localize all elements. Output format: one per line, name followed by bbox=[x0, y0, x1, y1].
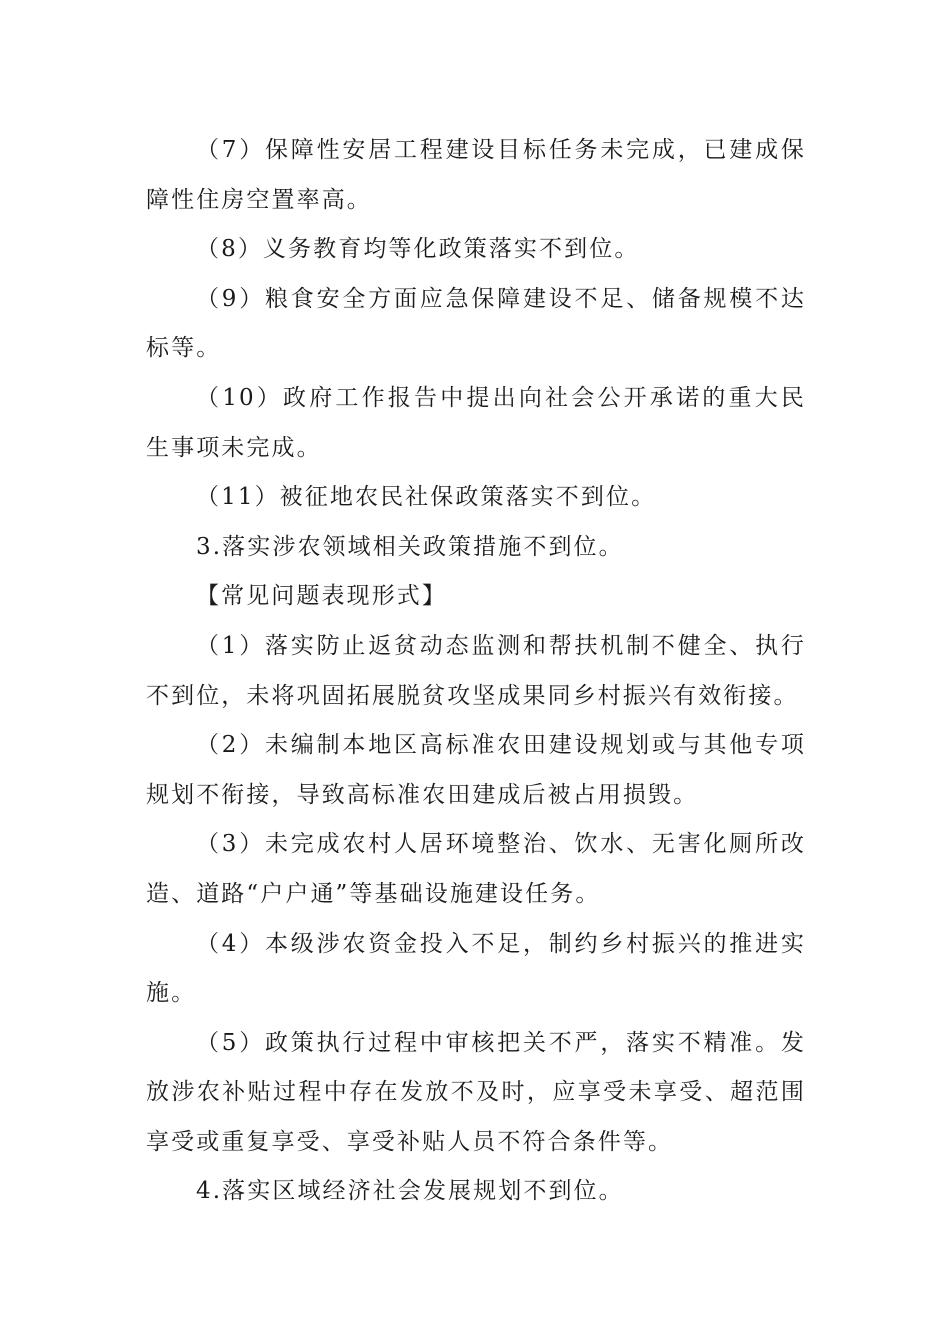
document-body bbox=[146, 126, 806, 1217]
issue-item-3: （3）未完成农村人居环境整治、饮水、无害化厕所改造、道路“户户通”等基础设施建设任务。 bbox=[146, 831, 806, 907]
issue-item-2: （2）未编制本地区高标准农田建设规划或与其他专项规划不衔接，导致高标准农田建成后被占用损毁。 bbox=[146, 732, 806, 808]
paragraph-item-10: （10）政府工作报告中提出向社会公开承诺的重大民生事项未完成。 bbox=[146, 384, 806, 461]
issue-item-5: （5）政策执行过程中审核把关不严，落实不精准。发放涉农补贴过程中存在发放不及时，应享受未享受、超范围享受或重复享受、享受补贴人员不符合条件等。 bbox=[146, 1029, 806, 1155]
paragraph-item-11: （11）被征地农民社保政策落实不到位。 bbox=[196, 484, 657, 511]
paragraph-item-8: （8）义务教育均等化政策落实不到位。 bbox=[196, 236, 640, 263]
issue-item-4: （4）本级涉农资金投入不足，制约乡村振兴的推进实施。 bbox=[146, 930, 806, 1007]
section-heading-3: 3.落实涉农领域相关政策措施不到位。 bbox=[196, 533, 624, 560]
common-issues-heading: 【常见问题表现形式】 bbox=[196, 583, 447, 610]
paragraph-item-7: （7）保障性安居工程建设目标任务未完成，已建成保障性住房空置率高。 bbox=[146, 137, 806, 213]
paragraph-item-9: （9）粮食安全方面应急保障建设不足、储备规模不达标等。 bbox=[146, 285, 806, 362]
section-heading-4: 4.落实区域经济社会发展规划不到位。 bbox=[196, 1178, 624, 1205]
issue-item-1: （1）落实防止返贫动态监测和帮扶机制不健全、执行不到位，未将巩固拓展脱贫攻坚成果同乡村振兴有效衔接。 bbox=[146, 632, 806, 709]
